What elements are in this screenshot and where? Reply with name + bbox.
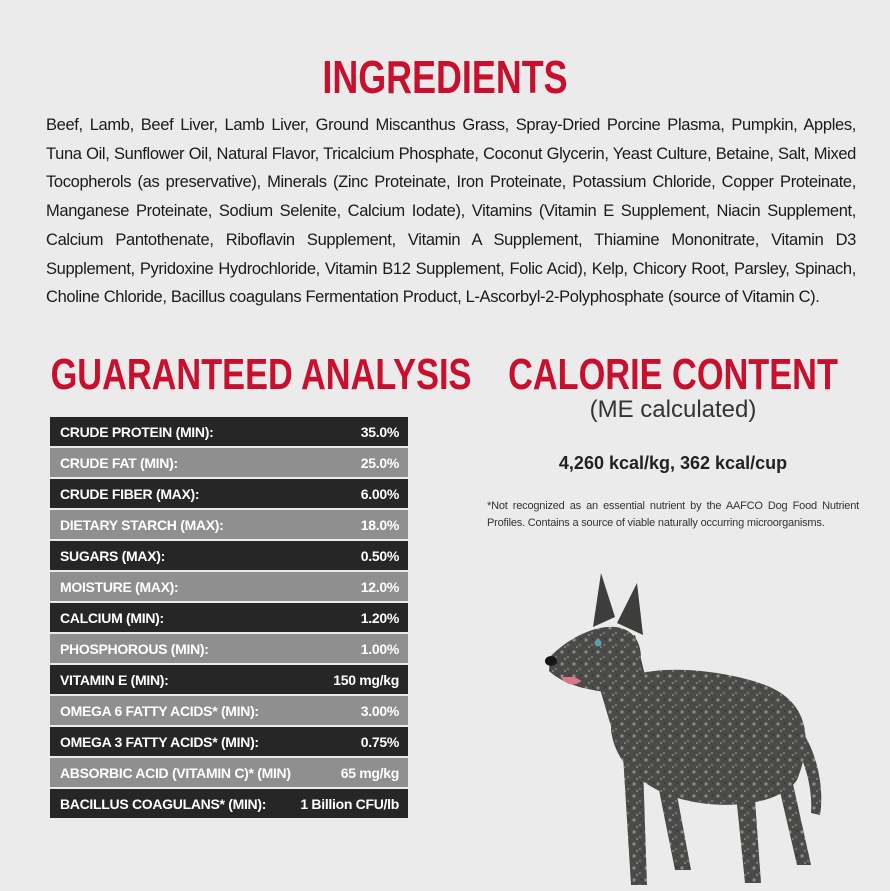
analysis-row — [50, 665, 408, 694]
analysis-value: 18.0% — [360, 516, 399, 533]
analysis-label: OMEGA 6 FATTY ACIDS* (MIN): — [60, 702, 259, 719]
analysis-value: 1.20% — [360, 609, 399, 626]
analysis-row — [50, 479, 408, 508]
analysis-row — [50, 634, 408, 663]
analysis-row — [50, 789, 408, 818]
analysis-value: 1.00% — [360, 640, 399, 657]
guaranteed-analysis-table — [50, 417, 408, 820]
calorie-content-title: CALORIE CONTENT — [508, 350, 838, 399]
analysis-value: 3.00% — [360, 702, 399, 719]
analysis-label: PHOSPHOROUS (MIN): — [60, 640, 209, 657]
analysis-label: BACILLUS COAGULANS* (MIN): — [60, 795, 267, 812]
analysis-value: 12.0% — [360, 578, 399, 595]
ingredients-text: Beef, Lamb, Beef Liver, Lamb Liver, Ground Miscanthus Grass, Spray-Dried Porcine Plasma, Pumpkin, Apples, Tuna Oil, Sunflower Oil, Natural Flavor, Tricalcium Phosphate, Coconut Glycerin, Yeast Culture, Betaine, Salt, Mixed Tocopherols (as preservative), Minerals (Zinc Proteinate, Iron Proteinate, Potassium Chloride, Copper Proteinate, Manganese Proteinate, Sodium Selenite, Calcium Iodate), Vitamins (Vitamin E Supplement, Niacin Supplement, Calcium Pantothenate, Riboflavin Supplement, Vitamin A Supplement, Thiamine Mononitrate, Vitamin D3 Supplement, Pyridoxine Hydrochloride, Vitamin B12 Supplement, Folic Acid), Kelp, Chicory Root, Parsley, Spinach, Choline Chloride, Bacillus coagulans Fermentation Product, L-Ascorbyl-2-Polyphosphate (source of Vitamin C). — [46, 116, 856, 307]
guaranteed-analysis-title: GUARANTEED ANALYSIS — [50, 350, 472, 399]
analysis-label: DIETARY STARCH (MAX): — [60, 516, 224, 533]
analysis-row — [50, 758, 408, 787]
analysis-value: 35.0% — [360, 423, 399, 440]
analysis-row — [50, 572, 408, 601]
analysis-label: CALCIUM (MIN): — [60, 609, 164, 626]
analysis-row — [50, 603, 408, 632]
analysis-label: CRUDE PROTEIN (MIN): — [60, 423, 214, 440]
analysis-value: 0.75% — [360, 733, 399, 750]
analysis-row — [50, 541, 408, 570]
analysis-row — [50, 727, 408, 756]
dog-photo — [535, 565, 835, 891]
analysis-value: 1 Billion CFU/lb — [300, 795, 399, 812]
analysis-row — [50, 510, 408, 539]
analysis-label: VITAMIN E (MIN): — [60, 671, 169, 688]
analysis-label: CRUDE FAT (MIN): — [60, 454, 178, 471]
analysis-label: SUGARS (MAX): — [60, 547, 165, 564]
analysis-label: CRUDE FIBER (MAX): — [60, 485, 200, 502]
analysis-value: 65 mg/kg — [340, 764, 399, 781]
ingredients-title: INGREDIENTS — [322, 51, 568, 103]
analysis-value: 25.0% — [360, 454, 399, 471]
analysis-value: 0.50% — [360, 547, 399, 564]
calorie-subtitle: (ME calculated) — [589, 396, 757, 423]
analysis-value: 150 mg/kg — [333, 671, 399, 688]
analysis-label: MOISTURE (MAX): — [60, 578, 179, 595]
footnote: *Not recognized as an essential nutrient by the AAFCO Dog Food Nutrient Profiles. Contains a source of viable naturally occurring microorganisms. — [487, 500, 859, 529]
analysis-row — [50, 448, 408, 477]
analysis-label: OMEGA 3 FATTY ACIDS* (MIN): — [60, 733, 259, 750]
analysis-row — [50, 696, 408, 725]
calorie-value: 4,260 kcal/kg, 362 kcal/cup — [558, 453, 788, 473]
analysis-value: 6.00% — [360, 485, 399, 502]
analysis-row — [50, 417, 408, 446]
analysis-label: ABSORBIC ACID (VITAMIN C)* (MIN) — [60, 764, 291, 781]
